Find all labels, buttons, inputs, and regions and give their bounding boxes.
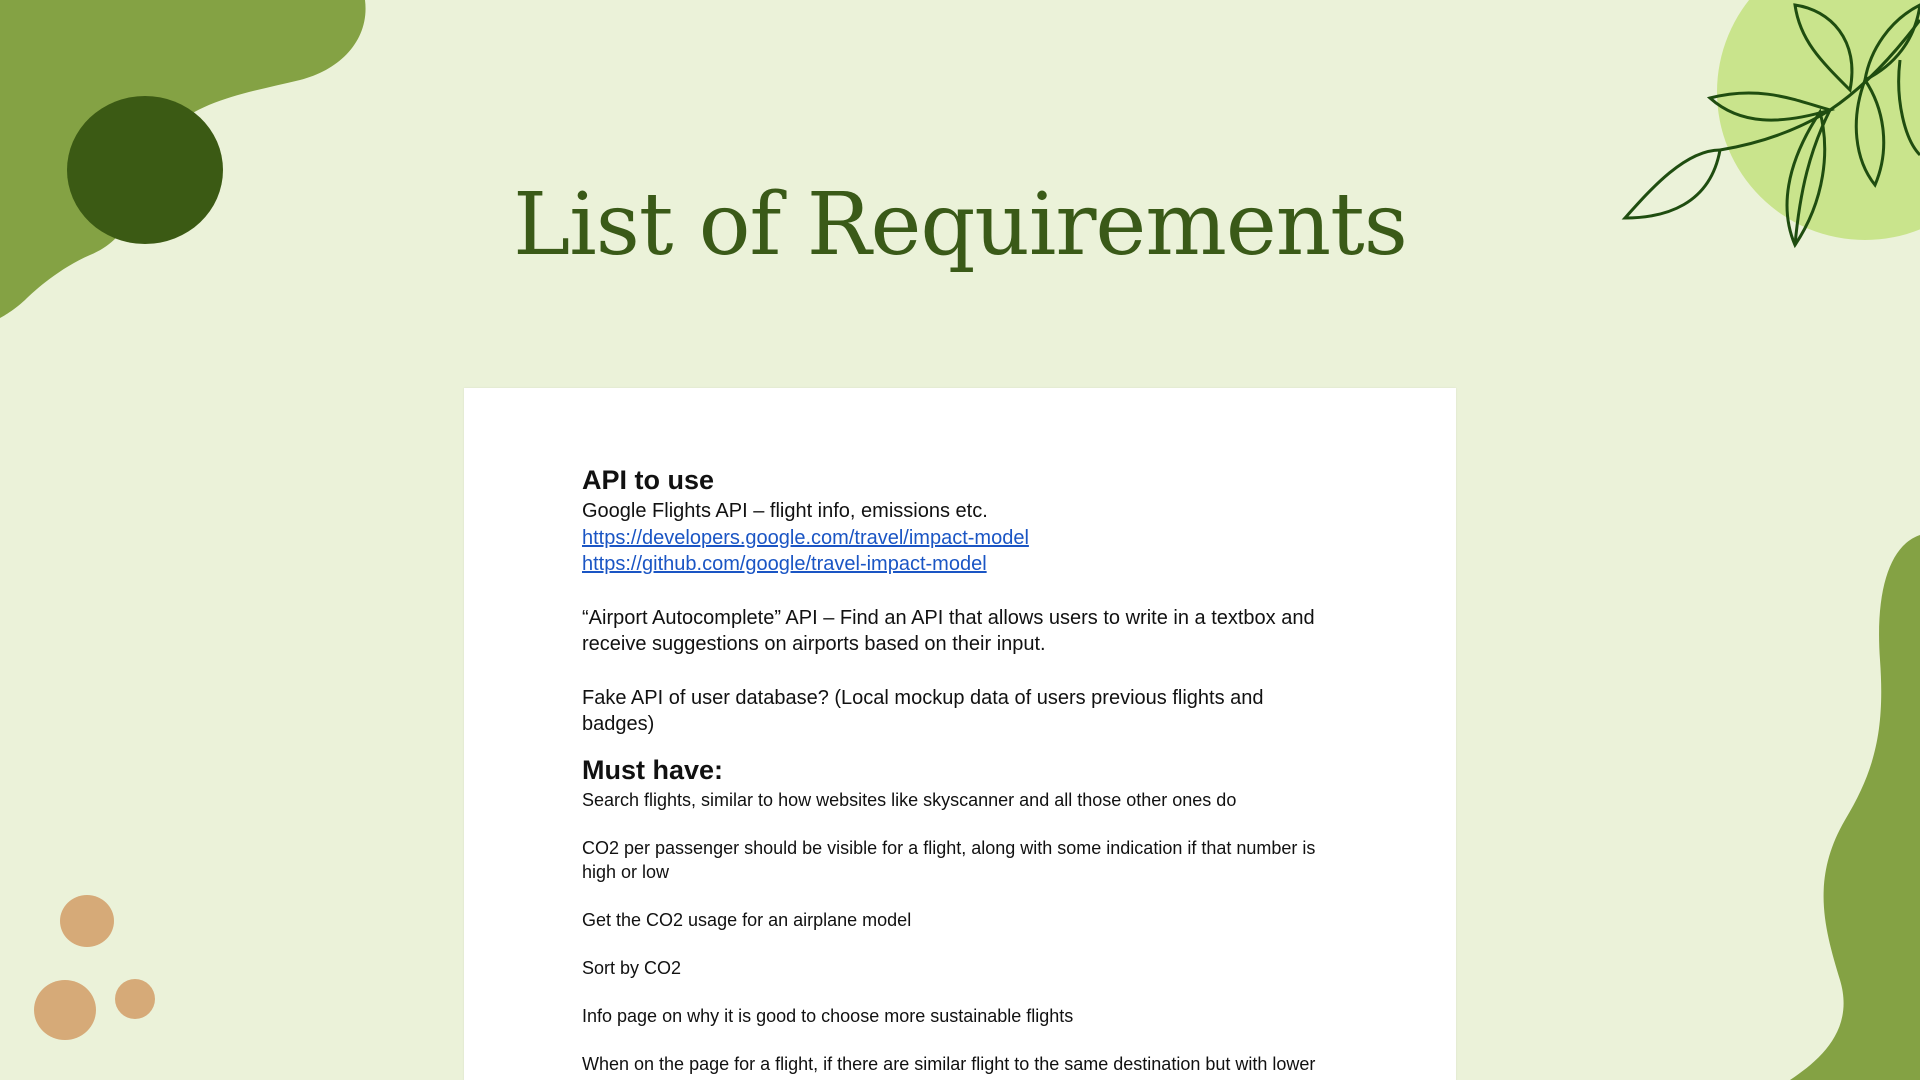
heading-api-to-use: API to use (582, 465, 715, 495)
must-item-airplane-model: Get the CO2 usage for an airplane model (582, 909, 912, 930)
google-flights-line: Google Flights API – flight info, emissions etc. (582, 500, 988, 522)
must-item-similar-flight: When on the page for a flight, if there are similar flight to the same destination but with lower (582, 1053, 1316, 1074)
must-item-co2-line-1: CO2 per passenger should be visible for a flight, along with some indication if that number is (582, 837, 1316, 858)
heading-must-have: Must have: (582, 754, 724, 785)
link-github-impact-model[interactable]: https://github.com/google/travel-impact-model (582, 553, 987, 575)
top-left-blob (0, 0, 380, 330)
fake-api-line-1: Fake API of user database? (Local mockup data of users previous flights and (582, 686, 1264, 709)
must-item-co2-line-2: high or low (582, 861, 670, 882)
autocomplete-line-2: receive suggestions on airports based on their input. (582, 633, 1046, 655)
fake-api-line-2: badges) (582, 713, 655, 735)
must-item-search-flights: Search flights, similar to how websites like skyscanner and all those other ones do (582, 789, 1237, 810)
must-item-sort-co2: Sort by CO2 (582, 957, 682, 978)
slide-title: List of Requirements (513, 175, 1407, 275)
link-impact-model[interactable]: https://developers.google.com/travel/impact-model (582, 526, 1029, 549)
right-wave-blob (1770, 520, 1920, 1080)
must-item-info-page: Info page on why it is good to choose more sustainable flights (582, 1005, 1074, 1026)
document-page (464, 388, 1456, 1080)
tan-dots (25, 885, 165, 1045)
document-content (582, 464, 1342, 1076)
autocomplete-line-1: “Airport Autocomplete” API – Find an API that allows users to write in a textbox and (582, 606, 1315, 629)
